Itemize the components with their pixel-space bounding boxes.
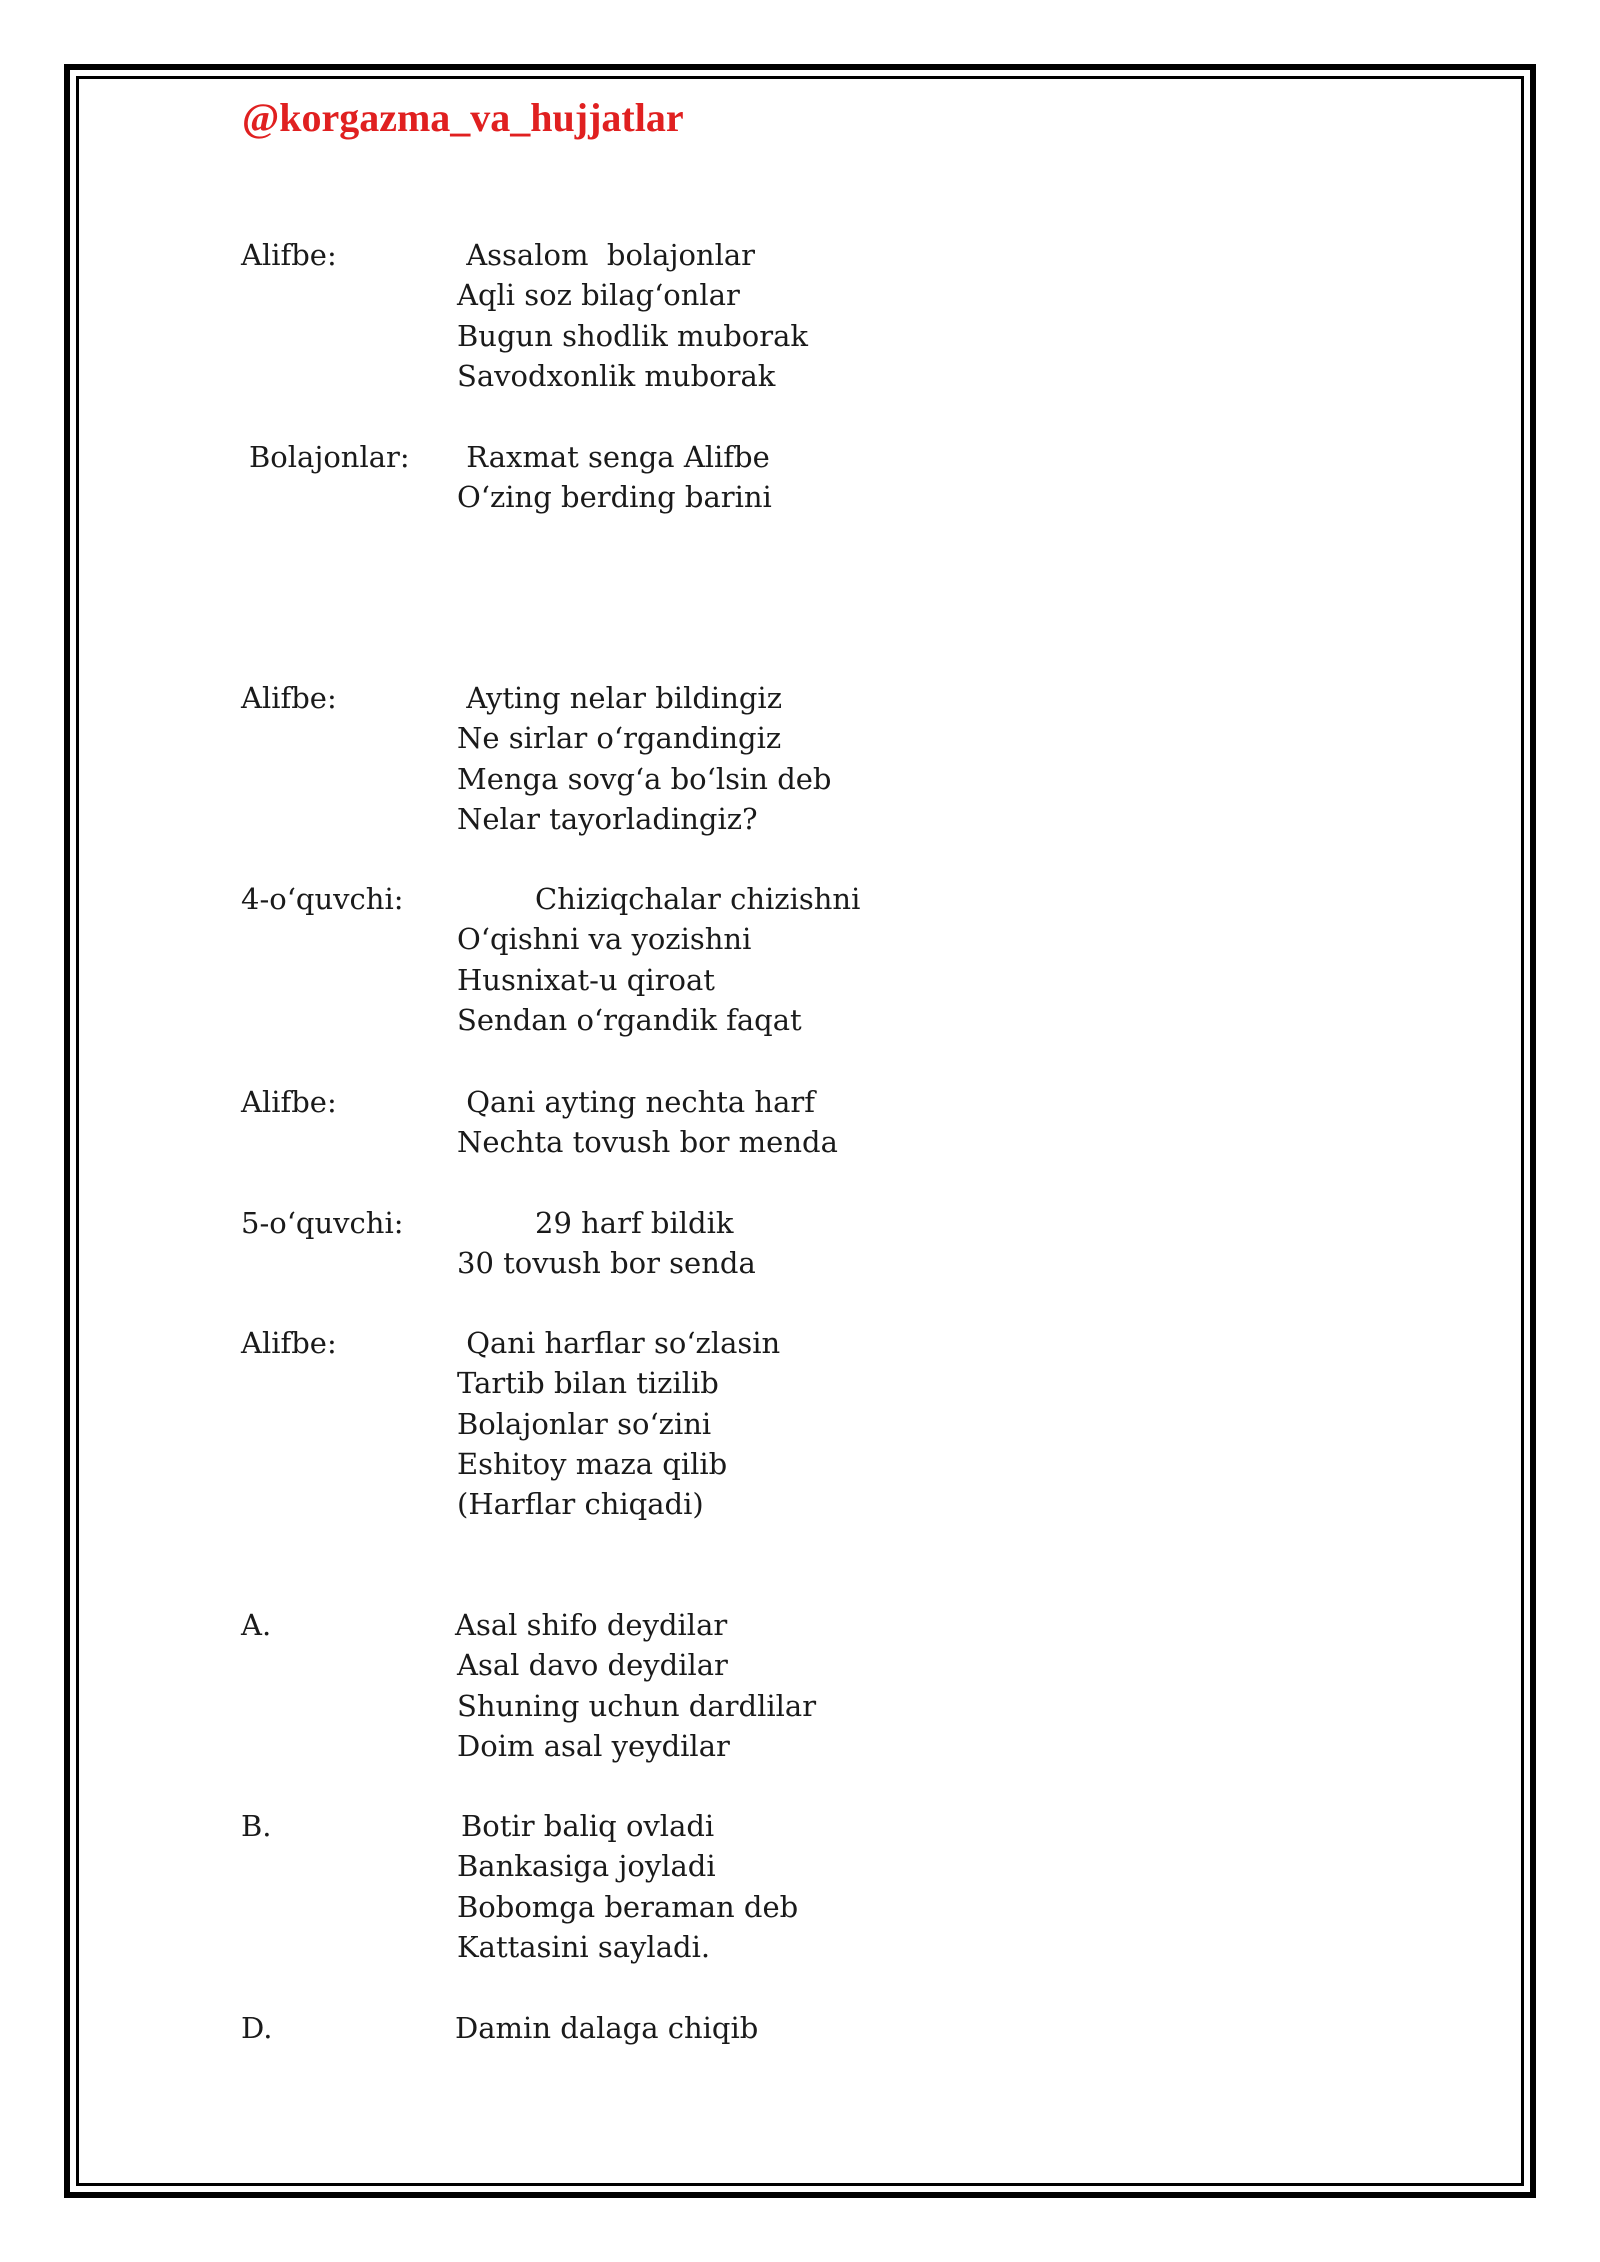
speaker-label: B. [241, 1809, 272, 1843]
verse-lines [457, 2008, 758, 2048]
verse-line: Qani ayting nechta harf [457, 1085, 815, 1119]
verse-lines [457, 1806, 798, 1967]
verse-line: O‘zing berding barini [457, 480, 772, 515]
verse-line: Eshitoy maza qilib [457, 1446, 728, 1481]
verse-lines [457, 1082, 838, 1163]
verse-line: 29 harf bildik [535, 1206, 734, 1240]
verse-line: Bobomga beraman deb [457, 1889, 799, 1924]
speaker-label: Bolajonlar: [249, 440, 410, 474]
verse-line: 30 tovush bor senda [457, 1246, 756, 1281]
verse-line: Assalom bolajonlar [457, 238, 756, 272]
verse-line: Bolajonlar so‘zini [457, 1406, 712, 1441]
verse-line: Ayting nelar bildingiz [457, 681, 782, 715]
verse-lines [457, 1203, 756, 1284]
speaker-label: Alifbe: [241, 1326, 337, 1360]
verse-line: Doim asal yeydilar [457, 1728, 730, 1763]
verse-line: Qani harflar so‘zlasin [457, 1326, 781, 1360]
verse-line: Damin dalaga chiqib [455, 2011, 759, 2045]
verse-line: Asal shifo deydilar [455, 1608, 728, 1642]
verse-line: Chiziqchalar chizishni [535, 882, 861, 916]
verse-line: Savodxonlik muborak [457, 358, 776, 393]
verse-line: Asal davo deydilar [457, 1648, 728, 1683]
verse-line: Bugun shodlik muborak [457, 318, 808, 353]
verse-line: Ne sirlar o‘rgandingiz [457, 721, 782, 756]
verse-lines [457, 678, 831, 839]
verse-line: (Harflar chiqadi) [457, 1487, 704, 1522]
verse-line: Husnixat-u qiroat [457, 962, 715, 997]
speaker-label: A. [241, 1608, 272, 1642]
channel-watermark: @korgazma_va_hujjatlar [242, 95, 684, 140]
speaker-label: 5-o‘quvchi: [241, 1206, 404, 1240]
speaker-label: D. [241, 2011, 273, 2045]
verse-line: Tartib bilan tizilib [457, 1366, 719, 1401]
speaker-label: Alifbe: [241, 1085, 337, 1119]
verse-line: O‘qishni va yozishni [457, 922, 752, 957]
verse-lines [457, 879, 860, 1040]
verse-line: Menga sovg‘a bo‘lsin deb [457, 761, 832, 796]
verse-line: Kattasini sayladi. [457, 1929, 711, 1964]
speaker-label: Alifbe: [241, 238, 337, 272]
verse-line: Nechta tovush bor menda [457, 1125, 838, 1160]
verse-lines [457, 235, 808, 396]
verse-line: Sendan o‘rgandik faqat [457, 1002, 802, 1037]
speaker-label: 4-o‘quvchi: [241, 882, 404, 916]
verse-line: Nelar tayorladingiz? [457, 801, 758, 836]
verse-line: Bankasiga joyladi [457, 1849, 716, 1884]
verse-lines [457, 437, 772, 518]
verse-line: Aqli soz bilag‘onlar [457, 278, 740, 313]
verse-lines [457, 1605, 816, 1766]
verse-line: Botir baliq ovladi [461, 1809, 715, 1843]
speaker-label: Alifbe: [241, 681, 337, 715]
verse-line: Shuning uchun dardlilar [457, 1688, 817, 1723]
verse-lines [457, 1323, 780, 1524]
verse-line: Raxmat senga Alifbe [457, 440, 770, 474]
